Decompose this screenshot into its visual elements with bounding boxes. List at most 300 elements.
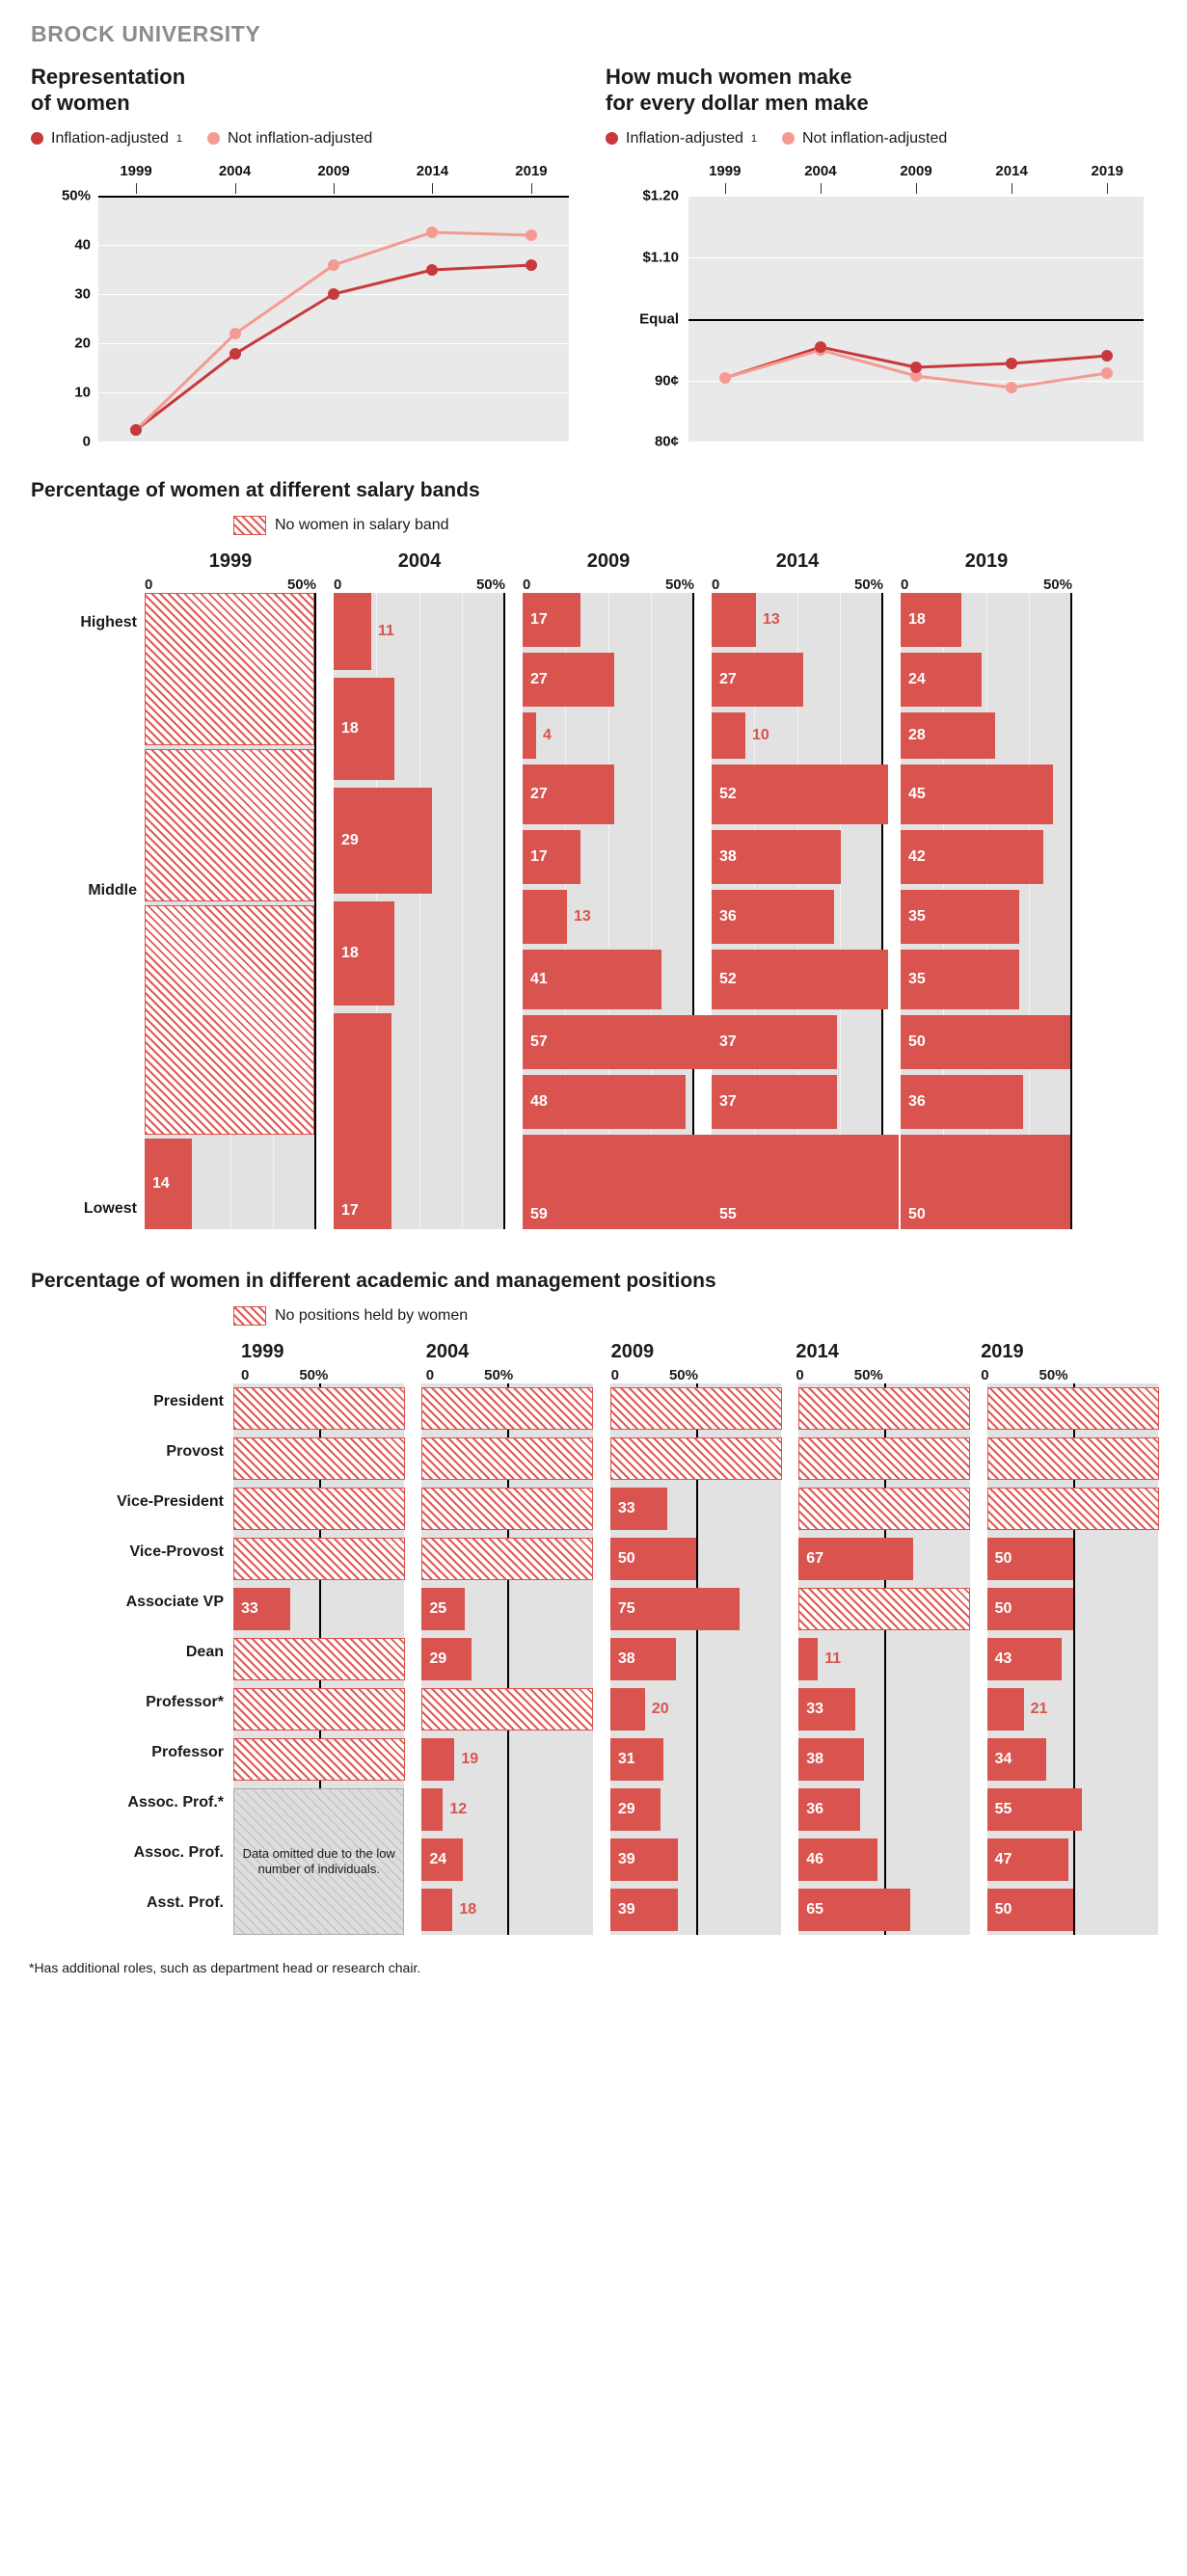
bar-value-label: 20 [651, 1700, 669, 1717]
y-tick-label: $1.10 [642, 249, 679, 266]
legend-item-not-inflation-adjusted [207, 130, 372, 148]
positions-rows [117, 1383, 1158, 1935]
y-tick-label: 30 [74, 285, 91, 303]
legend-dot-icon [782, 132, 795, 145]
bar-value-label: 37 [719, 1033, 737, 1050]
position-bar [610, 1488, 667, 1530]
column-year-label: 2014 [775, 550, 820, 572]
hatch-swatch-icon [233, 516, 266, 535]
bar-value-label: 50 [994, 1549, 1012, 1567]
salary-bar [334, 901, 394, 1006]
positions-col-header-1999 [233, 1341, 401, 1383]
column-year-label: 1999 [241, 1340, 284, 1362]
chart-1-title-line2: of women [31, 90, 130, 115]
position-bar-none [610, 1437, 782, 1480]
chart-2-legend [606, 130, 1144, 148]
hatch-swatch-icon [233, 1306, 266, 1326]
x-tick-label: 2014 [995, 162, 1028, 179]
bar-value-label: 35 [908, 970, 926, 987]
salary-column-1999 [145, 593, 316, 1229]
bar-value-label: 67 [806, 1549, 824, 1567]
axis-min-label: 0 [796, 1366, 804, 1383]
bar-value-label: 13 [763, 610, 780, 628]
positions-column-1999 [233, 1383, 404, 1935]
salary-column-2014 [712, 593, 883, 1229]
position-bar-none [987, 1488, 1159, 1530]
position-bar-none [233, 1738, 405, 1781]
bar-value-label: 50 [617, 1549, 635, 1567]
positions-col-header-2004 [418, 1341, 586, 1383]
salary-col-header-1999 [145, 550, 316, 593]
salary-col-header-2004 [334, 550, 505, 593]
position-bar [987, 1588, 1073, 1630]
position-bar [987, 1838, 1068, 1881]
chart-2-plot-area [604, 187, 1144, 450]
salary-col-header-2019 [901, 550, 1072, 593]
positions-legend [233, 1306, 1158, 1326]
salary-bar [334, 788, 432, 894]
position-bar [421, 1788, 468, 1831]
position-bar [798, 1738, 864, 1781]
bar-value-label: 31 [617, 1750, 635, 1767]
x-tick-mark [334, 183, 335, 194]
salary-legend-label: No women in salary band [275, 516, 449, 533]
positions-column-2004 [421, 1383, 592, 1935]
position-bar [987, 1788, 1082, 1831]
bar-value-label: 11 [378, 622, 394, 639]
bar-value-label: 59 [530, 1205, 548, 1222]
position-bar [798, 1838, 877, 1881]
x-tick-mark [531, 183, 532, 194]
column-year-label: 2009 [586, 550, 631, 572]
position-bar-none [233, 1638, 405, 1680]
bar-value-label: 52 [719, 785, 737, 802]
position-row-label: Asst. Prof. [146, 1893, 224, 1911]
position-bar [987, 1688, 1048, 1731]
positions-column-2019 [987, 1383, 1158, 1935]
position-row-label: Dean [185, 1643, 224, 1660]
bar-value-label: 17 [530, 847, 548, 865]
legend-label: Inflation-adjusted [51, 129, 169, 147]
positions-legend-label: No positions held by women [275, 1306, 469, 1324]
bar-value-label: 28 [908, 726, 926, 743]
position-row-label: Professor* [146, 1693, 224, 1710]
legend-label: Inflation-adjusted [626, 129, 743, 147]
salary-bar [712, 653, 803, 707]
chart-1-legend [31, 130, 569, 148]
bar-value-label: 13 [574, 907, 591, 925]
x-tick-label: 1999 [709, 162, 742, 179]
salary-bar [523, 593, 580, 647]
bar-value-label: 17 [341, 1201, 359, 1219]
positions-col-header-2019 [973, 1341, 1141, 1383]
chart-1-series [98, 196, 569, 443]
page-title: BROCK UNIVERSITY [31, 21, 261, 46]
bar-value-label: 29 [341, 831, 359, 848]
x-tick-mark [235, 183, 236, 194]
position-bar-none [798, 1387, 970, 1430]
salary-bar [334, 678, 394, 780]
position-bar [610, 1588, 740, 1630]
bar-value-label: 50 [908, 1033, 926, 1050]
position-bar-none [421, 1538, 593, 1580]
position-bar [987, 1738, 1046, 1781]
position-bar-none [233, 1688, 405, 1731]
bar-value-label: 24 [429, 1850, 447, 1867]
salary-bar [901, 712, 995, 759]
salary-bar-no-women [145, 593, 314, 745]
x-tick-label: 1999 [120, 162, 152, 179]
chart-2-title-line2: for every dollar men make [606, 90, 869, 115]
position-row-label: Assoc. Prof. [133, 1843, 224, 1861]
bar-value-label: 4 [543, 726, 552, 743]
bar-value-label: 39 [617, 1850, 635, 1867]
legend-item-inflation-adjusted [606, 130, 757, 148]
chart-representation-of-women [29, 65, 569, 450]
position-bar-none [233, 1437, 405, 1480]
bar-value-label: 21 [1030, 1700, 1048, 1717]
chart-1-title-line1: Representation [31, 65, 186, 89]
position-row-label: Vice-Provost [129, 1543, 224, 1560]
y-tick-label: 50% [61, 187, 91, 204]
bar-value-label: 17 [530, 610, 548, 628]
legend-dot-icon [606, 132, 618, 145]
axis-max-label: 50% [484, 1366, 514, 1383]
salary-bar [901, 653, 982, 707]
position-bar-none [987, 1437, 1159, 1480]
salary-bar [901, 890, 1019, 944]
bar-value-label: 48 [530, 1092, 548, 1110]
chart-pay-ratio [604, 65, 1144, 450]
y-tick-label: 80¢ [654, 433, 679, 450]
positions-col-header-2014 [788, 1341, 956, 1383]
position-bar-none [610, 1387, 782, 1430]
positions-section-title: Percentage of women in different academic and management positions [31, 1269, 716, 1292]
axis-max-label: 50% [664, 576, 694, 593]
position-bar-none [421, 1437, 593, 1480]
x-tick-mark [1107, 183, 1108, 194]
bar-value-label: 50 [994, 1599, 1012, 1617]
column-year-label: 1999 [208, 550, 253, 572]
bar-value-label: 47 [994, 1850, 1012, 1867]
position-row-label: Assoc. Prof.* [127, 1793, 224, 1811]
positions-column-headers [233, 1341, 1158, 1383]
salary-bar [712, 950, 888, 1009]
bar-value-label: 27 [530, 785, 548, 802]
bar-value-label: 29 [617, 1800, 635, 1817]
chart-2-plot [688, 196, 1144, 443]
chart-2-series [688, 196, 1144, 443]
position-bar [798, 1538, 913, 1580]
position-row-label: President [153, 1392, 224, 1409]
x-tick-label: 2019 [1091, 162, 1123, 179]
legend-item-inflation-adjusted [31, 130, 182, 148]
bar-value-label: 11 [824, 1650, 842, 1667]
salary-bar [712, 1135, 899, 1229]
axis-max-label: 50% [1042, 576, 1072, 593]
bar-value-label: 27 [530, 670, 548, 687]
axis-max-label: 50% [299, 1366, 329, 1383]
chart-2-title [606, 65, 1144, 117]
x-tick-label: 2019 [515, 162, 548, 179]
positions-column-2009 [610, 1383, 781, 1935]
x-tick-label: 2014 [416, 162, 449, 179]
position-row-label: Provost [166, 1442, 224, 1460]
bar-value-label: 27 [719, 670, 737, 687]
position-bar [798, 1638, 842, 1680]
axis-min-label: 0 [241, 1366, 250, 1383]
legend-dot-icon [31, 132, 43, 145]
position-bar [421, 1838, 463, 1881]
salary-bar [901, 830, 1043, 884]
x-tick-label: 2009 [900, 162, 932, 179]
position-bar [421, 1738, 479, 1781]
position-bar-none [987, 1387, 1159, 1430]
axis-max-label: 50% [668, 1366, 698, 1383]
position-bar [987, 1538, 1073, 1580]
salary-bar [901, 950, 1019, 1009]
y-tick-label: 0 [82, 433, 91, 450]
chart-1-plot-area [29, 187, 569, 450]
axis-max-label: 50% [286, 576, 316, 593]
row-label-highest: Highest [80, 613, 137, 631]
x-tick-label: 2004 [804, 162, 837, 179]
bar-value-label: 37 [719, 1092, 737, 1110]
bar-value-label: 12 [449, 1800, 468, 1817]
salary-legend [233, 516, 1158, 535]
position-bar [987, 1889, 1073, 1931]
salary-bar [901, 765, 1053, 824]
bar-value-label: 10 [752, 726, 769, 743]
legend-dot-icon [207, 132, 220, 145]
position-bar [421, 1889, 477, 1931]
salary-column-2004 [334, 593, 505, 1229]
x-tick-mark [916, 183, 917, 194]
y-tick-label: Equal [639, 310, 679, 328]
axis-min-label: 0 [610, 1366, 619, 1383]
y-tick-label: 40 [74, 236, 91, 254]
x-tick-label: 2004 [218, 162, 252, 179]
position-bar-none [421, 1488, 593, 1530]
legend-label: Not inflation-adjusted [801, 129, 948, 147]
bar-value-label: 29 [429, 1650, 447, 1667]
salary-band-rows [80, 593, 1158, 1229]
positions-chart [29, 1341, 1158, 1935]
position-bar-none [233, 1538, 405, 1580]
column-year-label: 2004 [397, 550, 442, 572]
bar-value-label: 14 [152, 1174, 170, 1192]
y-tick-label: 20 [74, 335, 91, 352]
salary-bar [523, 1015, 715, 1069]
bar-value-label: 33 [617, 1499, 635, 1516]
position-bar-none [233, 1488, 405, 1530]
position-bar [798, 1788, 860, 1831]
x-tick-mark [725, 183, 726, 194]
position-bar [610, 1538, 696, 1580]
position-bar [421, 1638, 472, 1680]
bar-value-label: 55 [719, 1205, 737, 1222]
bar-value-label: 75 [617, 1599, 635, 1617]
salary-bar [334, 1013, 391, 1229]
axis-max-label: 50% [853, 576, 883, 593]
column-year-label: 2009 [610, 1340, 655, 1362]
data-omitted-note [233, 1788, 404, 1935]
bar-value-label: 34 [994, 1750, 1012, 1767]
x-tick-label: 2009 [317, 162, 350, 179]
salary-bar [523, 653, 614, 707]
chart-2-title-line1: How much women make [606, 65, 852, 89]
x-tick-mark [821, 183, 822, 194]
position-bar [610, 1688, 669, 1731]
salary-bar [523, 830, 580, 884]
bar-value-label: 18 [341, 719, 359, 737]
axis-min-label: 0 [901, 576, 909, 593]
position-bar-none [798, 1437, 970, 1480]
position-row-label: Vice-President [117, 1492, 224, 1510]
axis-min-label: 0 [425, 1366, 435, 1383]
position-bar-none [421, 1688, 593, 1731]
bar-value-label: 57 [530, 1033, 548, 1050]
position-bar-none [798, 1588, 970, 1630]
positions-column-2014 [798, 1383, 969, 1935]
salary-bar-no-women [145, 905, 314, 1135]
bar-value-label: 24 [908, 670, 926, 687]
chart-1-x-axis [98, 163, 569, 196]
position-bar [610, 1738, 663, 1781]
salary-column-headers [145, 550, 1158, 593]
bar-value-label: 41 [530, 970, 548, 987]
bar-value-label: 36 [806, 1800, 824, 1817]
bar-value-label: 18 [908, 610, 926, 628]
y-tick-label: 90¢ [654, 372, 679, 389]
salary-bar [523, 765, 614, 824]
salary-bar [523, 1075, 686, 1129]
chart-2-x-axis [688, 163, 1144, 196]
legend-footnote-marker: 1 [175, 132, 182, 145]
salary-bar [901, 1015, 1070, 1069]
bar-value-label: 19 [461, 1750, 479, 1767]
column-year-label: 2014 [796, 1340, 839, 1362]
salary-bar [712, 593, 780, 647]
salary-bar [712, 1075, 837, 1129]
position-bar [798, 1889, 910, 1931]
salary-bar [712, 765, 888, 824]
position-bar [610, 1638, 676, 1680]
axis-min-label: 0 [145, 576, 153, 593]
salary-column-2019 [901, 593, 1072, 1229]
data-omitted-text: Data omitted due to the low number of individuals. [242, 1845, 395, 1876]
salary-bar [712, 890, 834, 944]
bar-value-label: 38 [806, 1750, 824, 1767]
bar-value-label: 45 [908, 785, 926, 802]
bar-value-label: 25 [429, 1599, 447, 1617]
axis-min-label: 0 [334, 576, 342, 593]
salary-bar [334, 593, 394, 670]
y-tick-label: 10 [74, 384, 91, 401]
bar-value-label: 18 [341, 944, 359, 961]
y-tick-label: $1.20 [642, 187, 679, 204]
position-bar [610, 1889, 678, 1931]
axis-min-label: 0 [712, 576, 720, 593]
bar-value-label: 42 [908, 847, 926, 865]
bar-value-label: 65 [806, 1900, 824, 1918]
chart-1-title [31, 65, 569, 117]
bar-value-label: 50 [908, 1205, 926, 1222]
position-row-label: Professor [151, 1743, 224, 1760]
salary-bar [523, 712, 552, 759]
bar-value-label: 35 [908, 907, 926, 925]
salary-bar-no-women [145, 749, 314, 901]
salary-bar [901, 1075, 1023, 1129]
salary-bar [523, 1135, 723, 1229]
position-bar [798, 1688, 855, 1731]
bar-value-label: 38 [617, 1650, 635, 1667]
row-label-lowest: Lowest [83, 1199, 137, 1217]
bar-value-label: 36 [908, 1092, 926, 1110]
axis-max-label: 50% [853, 1366, 883, 1383]
salary-section-title: Percentage of women at different salary bands [31, 478, 480, 501]
position-bar [610, 1788, 661, 1831]
salary-bar [523, 950, 661, 1009]
column-year-label: 2019 [981, 1340, 1024, 1362]
bar-value-label: 36 [719, 907, 737, 925]
bar-value-label: 46 [806, 1850, 824, 1867]
legend-label: Not inflation-adjusted [227, 129, 373, 147]
salary-bar [901, 1135, 1070, 1229]
position-bar-none [798, 1488, 970, 1530]
bar-value-label: 39 [617, 1900, 635, 1918]
column-year-label: 2004 [425, 1340, 470, 1362]
x-tick-mark [432, 183, 433, 194]
axis-min-label: 0 [981, 1366, 989, 1383]
bar-value-label: 18 [459, 1900, 477, 1918]
salary-col-header-2009 [523, 550, 694, 593]
axis-min-label: 0 [523, 576, 531, 593]
x-tick-mark [136, 183, 137, 194]
salary-bar [145, 1139, 192, 1229]
position-bar [421, 1588, 465, 1630]
positions-col-header-2009 [604, 1341, 771, 1383]
position-bar-none [421, 1387, 593, 1430]
bar-value-label: 43 [994, 1650, 1012, 1667]
salary-column-2009 [523, 593, 694, 1229]
salary-bar [712, 712, 769, 759]
bar-value-label: 55 [994, 1800, 1012, 1817]
salary-band-chart [29, 550, 1158, 1229]
position-bar [610, 1838, 678, 1881]
axis-max-label: 50% [1039, 1366, 1068, 1383]
row-label-middle: Middle [88, 881, 137, 899]
position-bar-none [233, 1387, 405, 1430]
footnote: *Has additional roles, such as department head or research chair. [29, 1959, 421, 1975]
position-bar [233, 1588, 290, 1630]
salary-bar [901, 593, 961, 647]
position-row-label: Associate VP [125, 1593, 224, 1610]
salary-bar [523, 890, 591, 944]
legend-footnote-marker: 1 [750, 132, 757, 145]
top-charts-row [29, 65, 1158, 450]
axis-max-label: 50% [475, 576, 505, 593]
bar-value-label: 33 [241, 1599, 258, 1617]
legend-item-not-inflation-adjusted [782, 130, 947, 148]
salary-col-header-2014 [712, 550, 883, 593]
salary-bar [712, 1015, 837, 1069]
bar-value-label: 33 [806, 1700, 824, 1717]
bar-value-label: 38 [719, 847, 737, 865]
chart-1-plot [98, 196, 569, 443]
bar-value-label: 50 [994, 1900, 1012, 1918]
salary-bar [712, 830, 841, 884]
